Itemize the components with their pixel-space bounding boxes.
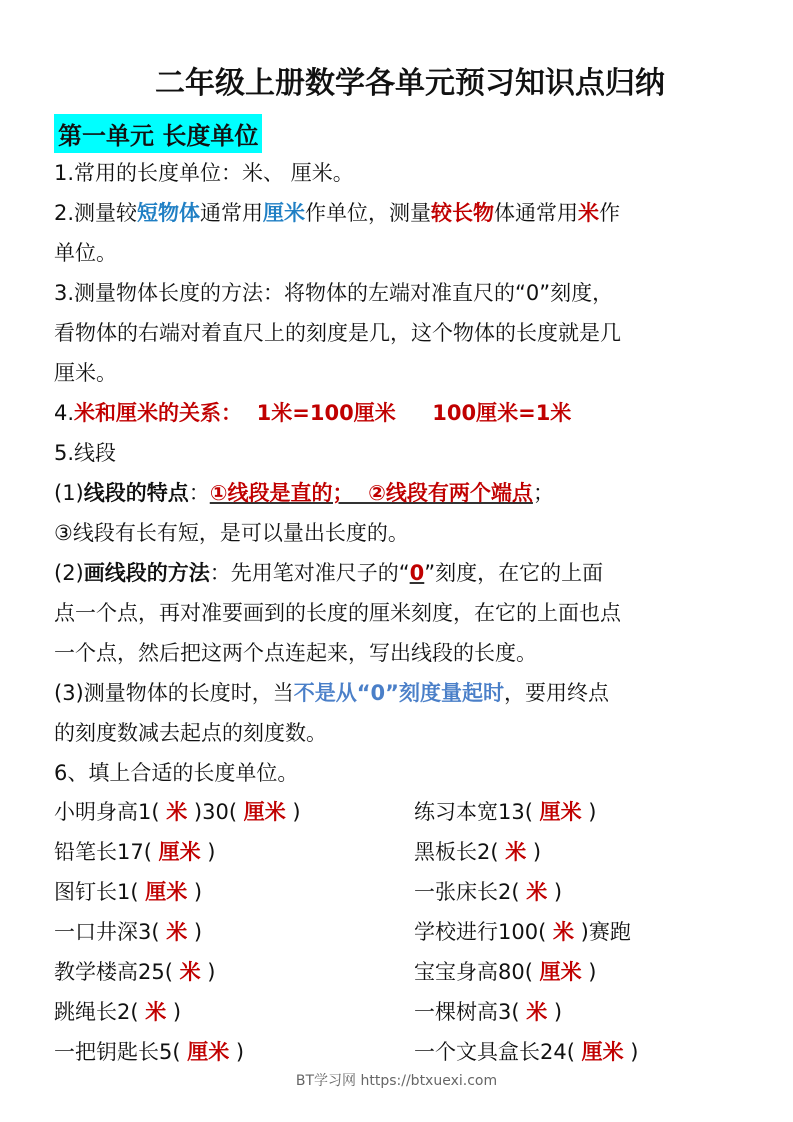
text: ，要用终点 [503,681,609,705]
fill-item [54,877,202,907]
fill-item [414,837,541,867]
answer: 米 [526,880,548,904]
fill-item [414,877,562,907]
point-5-2-cont: 点一个点，再对准要画到的长度的厘米刻度，在它的上面也点 [54,601,621,625]
fill-item [54,957,215,987]
point-5-3 [54,678,609,708]
text: 作 [599,201,621,225]
question-text: 小明身高1( [54,800,167,824]
question-text: 一口井深3( [54,920,167,944]
question-text: 一把钥匙长5( [54,1040,188,1064]
question-text: ) [547,1000,563,1024]
point-5-3-cont: 的刻度数减去起点的刻度数。 [54,721,327,745]
text: (1) [54,481,84,505]
unit-heading: 第一单元 长度单位 [54,114,262,153]
highlight-red: 0 [409,561,425,585]
fill-item [414,917,631,947]
question-text: 黑板长2( [414,840,506,864]
question-text: )30( [187,800,244,824]
text: 作单位，测量 [305,201,432,225]
question-text: 一个文具盒长24( [414,1040,582,1064]
question-text: 宝宝身高80( [414,960,540,984]
fill-item [54,837,215,867]
point-6: 6、填上合适的长度单位。 [54,761,299,785]
bold-text: 线段的特点 [83,481,189,505]
question-text: ) [200,960,216,984]
highlight-blue: 厘米 [263,201,306,225]
fill-item [414,997,562,1027]
highlight-red: 较长物 [431,201,495,225]
question-text: 练习本宽13( [414,800,540,824]
question-text: 教学楼高25( [54,960,180,984]
fill-item [54,1037,244,1067]
point-5-2 [54,558,603,588]
text: ”刻度，在它的上面 [424,561,604,585]
question-text: ) [187,920,203,944]
question-text: ) [581,960,597,984]
point-3-cont: 看物体的右端对着直尺上的刻度是几，这个物体的长度就是几 [54,321,621,345]
point-3: 3.测量物体长度的方法：将物体的左端对准直尺的“0”刻度， [54,281,614,305]
text: 体通常用 [494,201,579,225]
answer: 厘米 [581,1040,624,1064]
question-text: 学校进行100( [414,920,553,944]
text: ； [532,481,554,505]
fill-item [54,797,301,827]
question-text: ) [285,800,301,824]
question-text: ) [166,1000,182,1024]
point-2 [54,198,620,228]
answer: 厘米 [243,800,286,824]
point-2-cont: 单位。 [54,241,117,265]
text: 2.测量较 [54,201,138,225]
answer: 厘米 [187,1040,230,1064]
question-text: ) [623,1040,639,1064]
text: ： [188,481,210,505]
highlight-blue: 不是从“0”刻度量起时 [293,681,504,705]
question-text: 一张床长2( [414,880,527,904]
point-4 [54,398,571,428]
point-3-cont: 厘米。 [54,361,117,385]
fill-item [414,797,596,827]
fill-item [414,957,596,987]
point-5-1-cont: ③线段有长有短，是可以量出长度的。 [54,521,409,545]
answer: 厘米 [145,880,188,904]
text: 通常用 [200,201,264,225]
question-text: 跳绳长2( [54,1000,146,1024]
answer: 米 [179,960,201,984]
question-text: 铅笔长17( [54,840,159,864]
answer: 米 [505,840,527,864]
highlight-blue: 短物体 [137,201,201,225]
text: 4. [54,401,75,425]
question-text: 一棵树高3( [414,1000,527,1024]
question-text: ) [526,840,542,864]
point-1: 1.常用的长度单位：米、 厘米。 [54,161,354,185]
text: ：先用笔对准尺子的“ [209,561,410,585]
answer: 厘米 [158,840,201,864]
answer: 厘米 [539,800,582,824]
highlight-red: ①线段是直的； ②线段有两个端点 [209,481,533,505]
bold-text: 画线段的方法 [83,561,210,585]
question-text: ) [200,840,216,864]
answer: 米 [552,920,574,944]
text: (3)测量物体的长度时，当 [54,681,294,705]
answer: 米 [166,920,188,944]
question-text: 图钉长1( [54,880,146,904]
fill-item [54,997,181,1027]
question-text: ) [547,880,563,904]
text: (2) [54,561,84,585]
question-text: ) [581,800,597,824]
point-5: 5.线段 [54,441,117,465]
answer: 米 [145,1000,167,1024]
question-text: ) [229,1040,245,1064]
answer: 米 [166,800,188,824]
highlight-red: 米和厘米的关系： 1米=100厘米 100厘米=1米 [74,401,572,425]
point-5-2-cont: 一个点，然后把这两个点连起来，写出线段的长度。 [54,641,537,665]
point-5-1 [54,478,554,508]
page-title: 二年级上册数学各单元预习知识点归纳 [155,66,665,101]
highlight-red: 米 [578,201,600,225]
question-text: ) [187,880,203,904]
footer-watermark: BT学习网 https://btxuexi.com [295,1073,498,1089]
question-text: )赛跑 [573,920,631,944]
answer: 厘米 [539,960,582,984]
answer: 米 [526,1000,548,1024]
fill-item [54,917,202,947]
fill-item [414,1037,638,1067]
